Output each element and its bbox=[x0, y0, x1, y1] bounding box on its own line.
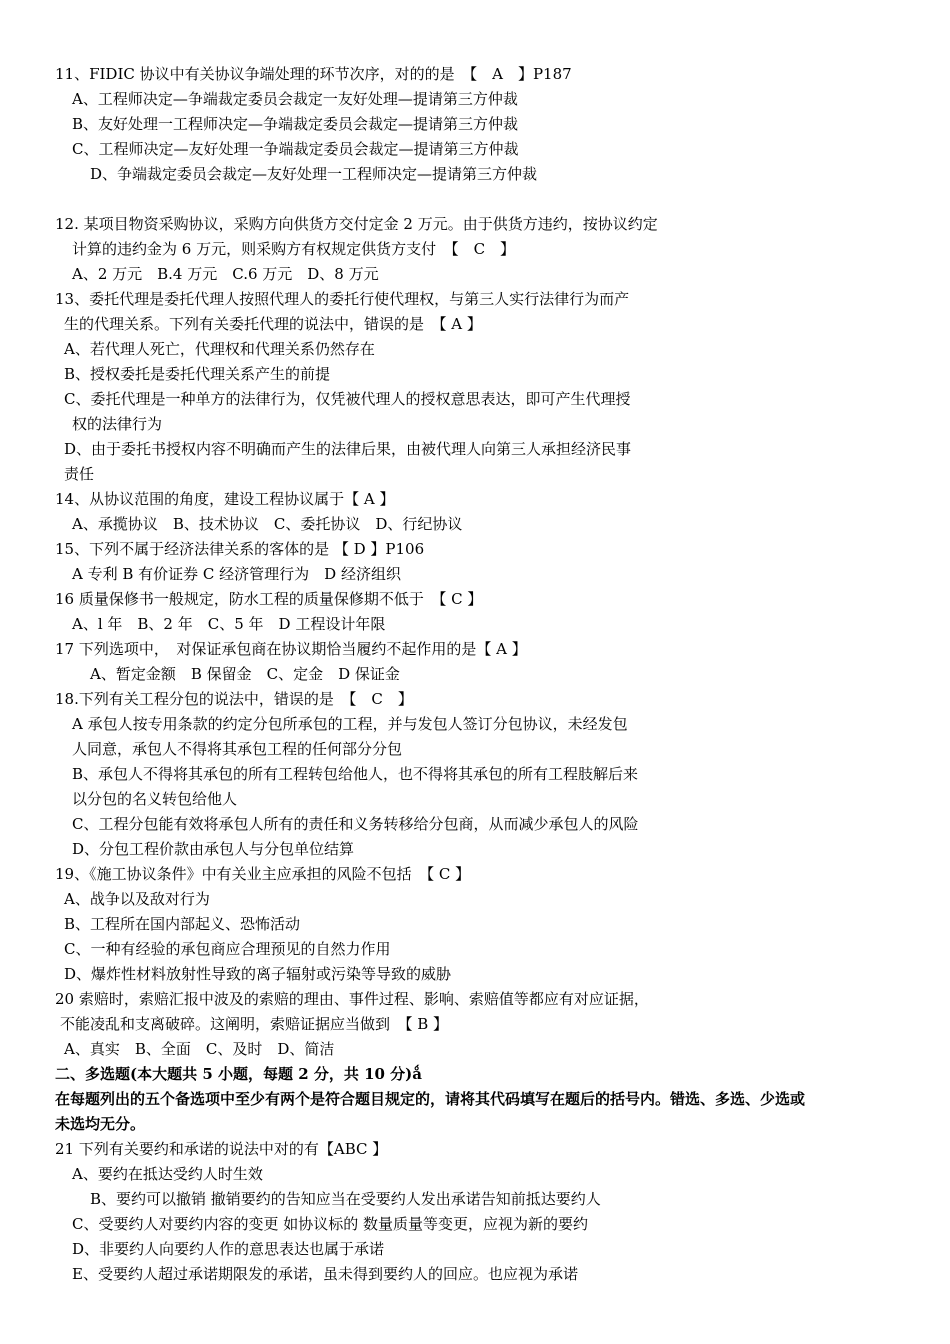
option-21-b: B、要约可以撤销 撤销要约的告知应当在受要约人发出承诺告知前抵达要约人 bbox=[90, 1190, 601, 1208]
question-13-cont: 生的代理关系。下列有关委托代理的说法中，错误的是 【 A 】 bbox=[64, 315, 482, 333]
option-18-b: B、承包人不得将其承包的所有工程转包给他人，也不得将其承包的所有工程肢解后来 bbox=[72, 765, 639, 783]
option-11-b: B、友好处理一工程师决定—争端裁定委员会裁定—提请第三方仲裁 bbox=[72, 115, 519, 133]
option-18-d: D、分包工程价款由承包人与分包单位结算 bbox=[72, 840, 355, 858]
option-18-a: A 承包人按专用条款的约定分包所承包的工程，并与发包人签订分包协议，未经发包 bbox=[72, 715, 628, 733]
option-11-d: D、争端裁定委员会裁定—友好处理一工程师决定—提请第三方仲裁 bbox=[90, 165, 538, 183]
option-21-d: D、非要约人向要约人作的意思表达也属于承诺 bbox=[72, 1240, 385, 1258]
question-14: 14、从协议范围的角度，建设工程协议属于【 A 】 bbox=[55, 490, 395, 508]
option-21-e: E、受要约人超过承诺期限发的承诺，虽未得到要约人的回应。也应视为承诺 bbox=[72, 1265, 578, 1283]
option-18-c: C、工程分包能有效将承包人所有的责任和义务转移给分包商，从而减少承包人的风险 bbox=[72, 815, 639, 833]
option-13-c: C、委托代理是一种单方的法律行为，仅凭被代理人的授权意思表达，即可产生代理授 bbox=[64, 390, 631, 408]
section-heading-multiple-choice: 二、多选题(本大题共 5 小题，每题 2 分，共 10 分)ǻ bbox=[55, 1065, 422, 1083]
options-17: A、暂定金额 B 保留金 C、定金 D 保证金 bbox=[90, 665, 400, 683]
question-21: 21 下列有关要约和承诺的说法中对的有【ABC 】 bbox=[55, 1140, 388, 1158]
option-13-d: D、由于委托书授权内容不明确而产生的法律后果，由被代理人向第三人承担经济民事 bbox=[64, 440, 632, 458]
question-11: 11、FIDIC 协议中有关协议争端处理的环节次序，对的的是 【 A 】P187 bbox=[55, 65, 572, 83]
question-20-cont: 不能凌乱和支离破碎。这阐明，索赔证据应当做到 【 B 】 bbox=[60, 1015, 449, 1033]
question-12: 12. 某项目物资采购协议，采购方向供货方交付定金 2 万元。由于供货方违约，按协议约定 bbox=[55, 215, 658, 233]
options-20: A、真实 B、全面 C、及时 D、简洁 bbox=[64, 1040, 335, 1058]
option-19-b: B、工程所在国内部起义、恐怖活动 bbox=[64, 915, 301, 933]
options-12: A、2 万元 B.4 万元 C.6 万元 D、8 万元 bbox=[72, 265, 379, 283]
option-13-b: B、授权委托是委托代理关系产生的前提 bbox=[64, 365, 331, 383]
question-18: 18.下列有关工程分包的说法中，错误的是 【 C 】 bbox=[55, 690, 413, 708]
options-14: A、承揽协议 B、技术协议 C、委托协议 D、行纪协议 bbox=[72, 515, 463, 533]
option-13-c-cont: 权的法律行为 bbox=[72, 415, 163, 433]
options-16: A、l 年 B、2 年 C、5 年 D 工程设计年限 bbox=[72, 615, 386, 633]
option-18-b-cont: 以分包的名义转包给他人 bbox=[72, 790, 238, 808]
question-12-cont: 计算的违约金为 6 万元，则采购方有权规定供货方支付 【 C 】 bbox=[72, 240, 516, 258]
question-20: 20 索赔时，索赔汇报中波及的索赔的理由、事件过程、影响、索赔值等都应有对应证据， bbox=[55, 990, 649, 1008]
question-17: 17 下列选项中， 对保证承包商在协议期恰当履约不起作用的是【 A 】 bbox=[55, 640, 527, 658]
question-19: 19、《施工协议条件》中有关业主应承担的风险不包括 【 C 】 bbox=[55, 865, 471, 883]
section-instructions: 在每题列出的五个备选项中至少有两个是符合题目规定的，请将其代码填写在题后的括号内。错选、多选、少选或 bbox=[55, 1090, 806, 1108]
option-13-a: A、若代理人死亡，代理权和代理关系仍然存在 bbox=[64, 340, 375, 358]
option-19-c: C、一种有经验的承包商应合理预见的自然力作用 bbox=[64, 940, 391, 958]
option-19-a: A、战争以及敌对行为 bbox=[64, 890, 210, 908]
question-16: 16 质量保修书一般规定，防水工程的质量保修期不低于 【 C 】 bbox=[55, 590, 483, 608]
option-18-a-cont: 人同意，承包人不得将其承包工程的任何部分分包 bbox=[72, 740, 403, 758]
question-15: 15、下列不属于经济法律关系的客体的是 【 D 】P106 bbox=[55, 540, 425, 558]
section-instructions-cont: 未选均无分。 bbox=[55, 1115, 146, 1133]
option-11-c: C、工程师决定—友好处理一争端裁定委员会裁定—提请第三方仲裁 bbox=[72, 140, 519, 158]
option-21-a: A、要约在抵达受约人时生效 bbox=[72, 1165, 263, 1183]
option-13-d-cont: 责任 bbox=[64, 465, 95, 483]
question-13: 13、委托代理是委托代理人按照代理人的委托行使代理权，与第三人实行法律行为而产 bbox=[55, 290, 630, 308]
option-21-c: C、受要约人对要约内容的变更 如协议标的 数量质量等变更，应视为新的要约 bbox=[72, 1215, 589, 1233]
options-15: A 专利 B 有价证券 C 经济管理行为 D 经济组织 bbox=[72, 565, 401, 583]
option-11-a: A、工程师决定—争端裁定委员会裁定一友好处理—提请第三方仲裁 bbox=[72, 90, 518, 108]
option-19-d: D、爆炸性材料放射性导致的离子辐射或污染等导致的威胁 bbox=[64, 965, 452, 983]
